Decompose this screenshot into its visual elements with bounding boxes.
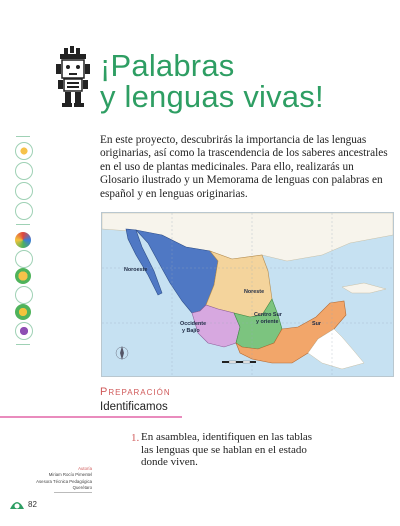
list-item-number: 1. [131,432,140,444]
credit-label: Autoría [78,466,92,471]
sun-icon [15,268,31,284]
credit-divider [54,492,92,493]
map-label-occidente-2: y Bajío [182,328,200,334]
intro-paragraph: En este proyecto, descubrirás la importancia de las lenguas originarias, así como la trascendencia de los saberes ancestrales en el uso de plantas medicinales. Para ello, realizarás un Glosario ilustrado y un Memorama de lenguas con palabras en español y en lenguas originarias. [100,134,388,200]
page-number: 82 [28,500,37,509]
credit-name-1: Miriam Rocío Pimentel [48,472,92,478]
sprout-icon [15,202,33,220]
map-scale-bar [222,361,256,363]
drop-icon [15,286,33,304]
map-label-sur: Sur [312,321,321,327]
leaf-icon [15,162,33,180]
credit-name-2: Asesora Técnica Pedagógica [36,478,92,484]
page-title-line2: y lenguas vivas! [100,79,324,114]
credit-name-3: Querétaro [72,485,92,491]
cuba-island [342,283,386,293]
map-label-occidente-1: Occidente [180,321,207,327]
flower-icon [15,142,33,160]
page-corner-icon [8,497,26,511]
page-title-line1: ¡Palabras [100,48,235,83]
diamond-icon [15,232,31,248]
section-label-preparacion: Preparación [100,386,171,398]
section-divider [0,416,182,418]
lotus-icon [15,304,31,320]
map-svg [102,213,393,376]
compass-rose-icon [116,346,128,360]
face-icon [15,250,33,268]
author-credits [0,466,92,492]
aztec-figure-illustration [52,46,94,108]
map-label-noroeste: Noroeste [124,267,148,273]
map-label-centro-sur-1: Centro Sur [254,312,282,318]
section-subtitle: Identificamos [100,401,168,413]
circle-icon [15,322,33,340]
list-item-text: En asamblea, identifiquen en las tablas las lenguas que se hablan en el estado donde viven. [141,431,313,469]
map-label-centro-sur-2: y oriente [256,319,279,325]
mexico-regions-map [101,212,394,377]
plant-icon [15,182,33,200]
map-label-noreste: Noreste [244,289,265,295]
